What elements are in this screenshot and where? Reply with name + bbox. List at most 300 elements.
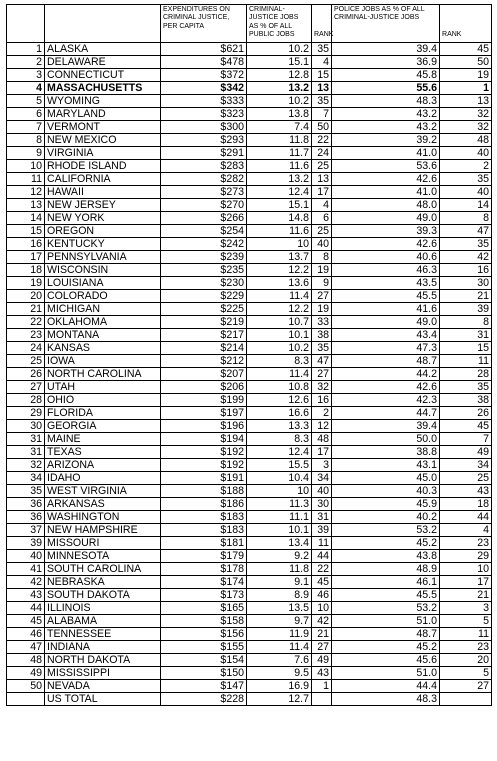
cj-rank: 38 bbox=[312, 329, 332, 342]
expenditure-per-capita: $283 bbox=[161, 160, 247, 173]
state-name: MINNESOTA bbox=[45, 550, 161, 563]
police-rank: 40 bbox=[440, 147, 492, 160]
cj-rank: 34 bbox=[312, 472, 332, 485]
state-name: HAWAII bbox=[45, 186, 161, 199]
state-name: KANSAS bbox=[45, 342, 161, 355]
state-name: MISSOURI bbox=[45, 537, 161, 550]
table-row bbox=[7, 238, 492, 251]
police-jobs-percent: 48.7 bbox=[332, 628, 440, 641]
police-rank: 17 bbox=[440, 576, 492, 589]
cj-rank: 27 bbox=[312, 641, 332, 654]
police-jobs-percent: 41.0 bbox=[332, 147, 440, 160]
cj-jobs-percent: 11.3 bbox=[247, 498, 312, 511]
row-number: 19 bbox=[7, 277, 45, 290]
expenditure-per-capita: $235 bbox=[161, 264, 247, 277]
police-rank: 27 bbox=[440, 680, 492, 693]
cj-rank: 24 bbox=[312, 147, 332, 160]
state-name: RHODE ISLAND bbox=[45, 160, 161, 173]
state-name: WEST VIRGINIA bbox=[45, 485, 161, 498]
state-name: KENTUCKY bbox=[45, 238, 161, 251]
header-blank-number bbox=[7, 5, 45, 43]
total-label: US TOTAL bbox=[45, 693, 161, 706]
expenditure-per-capita: $183 bbox=[161, 511, 247, 524]
row-number: 47 bbox=[7, 641, 45, 654]
total-cj-jobs-percent: 12.7 bbox=[247, 693, 312, 706]
expenditure-per-capita: $282 bbox=[161, 173, 247, 186]
expenditure-per-capita: $291 bbox=[161, 147, 247, 160]
police-rank: 3 bbox=[440, 602, 492, 615]
cj-rank: 45 bbox=[312, 576, 332, 589]
cj-rank: 22 bbox=[312, 563, 332, 576]
state-name: LOUISIANA bbox=[45, 277, 161, 290]
row-number: 12 bbox=[7, 186, 45, 199]
expenditure-per-capita: $300 bbox=[161, 121, 247, 134]
cj-jobs-percent: 8.9 bbox=[247, 589, 312, 602]
row-number: 13 bbox=[7, 199, 45, 212]
police-rank: 39 bbox=[440, 303, 492, 316]
police-rank: 10 bbox=[440, 563, 492, 576]
row-number: 39 bbox=[7, 537, 45, 550]
cj-jobs-percent: 10.2 bbox=[247, 95, 312, 108]
cj-rank: 4 bbox=[312, 56, 332, 69]
police-jobs-percent: 39.4 bbox=[332, 43, 440, 56]
cj-rank: 43 bbox=[312, 667, 332, 680]
cj-rank: 44 bbox=[312, 550, 332, 563]
cj-jobs-percent: 12.2 bbox=[247, 303, 312, 316]
expenditure-per-capita: $229 bbox=[161, 290, 247, 303]
expenditure-per-capita: $219 bbox=[161, 316, 247, 329]
cj-rank: 35 bbox=[312, 43, 332, 56]
police-jobs-percent: 41.0 bbox=[332, 186, 440, 199]
total-number-blank bbox=[7, 693, 45, 706]
state-name: WASHINGTON bbox=[45, 511, 161, 524]
table-row bbox=[7, 199, 492, 212]
row-number: 18 bbox=[7, 264, 45, 277]
state-name: VERMONT bbox=[45, 121, 161, 134]
table-row bbox=[7, 446, 492, 459]
state-name: OHIO bbox=[45, 394, 161, 407]
police-jobs-percent: 49.0 bbox=[332, 316, 440, 329]
police-rank: 50 bbox=[440, 56, 492, 69]
police-rank: 25 bbox=[440, 472, 492, 485]
cj-jobs-percent: 10.1 bbox=[247, 329, 312, 342]
expenditure-per-capita: $154 bbox=[161, 654, 247, 667]
expenditure-per-capita: $158 bbox=[161, 615, 247, 628]
police-jobs-percent: 45.2 bbox=[332, 537, 440, 550]
cj-rank: 13 bbox=[312, 173, 332, 186]
row-number: 21 bbox=[7, 303, 45, 316]
police-jobs-percent: 49.0 bbox=[332, 212, 440, 225]
police-rank: 23 bbox=[440, 641, 492, 654]
police-jobs-percent: 53.2 bbox=[332, 524, 440, 537]
police-rank: 49 bbox=[440, 446, 492, 459]
state-name: NEW MEXICO bbox=[45, 134, 161, 147]
expenditure-per-capita: $150 bbox=[161, 667, 247, 680]
criminal-justice-table bbox=[6, 4, 492, 706]
expenditure-per-capita: $273 bbox=[161, 186, 247, 199]
table-row bbox=[7, 108, 492, 121]
expenditure-per-capita: $293 bbox=[161, 134, 247, 147]
header-police-rank: RANK bbox=[440, 5, 492, 43]
cj-rank: 13 bbox=[312, 82, 332, 95]
police-jobs-percent: 46.3 bbox=[332, 264, 440, 277]
police-jobs-percent: 40.2 bbox=[332, 511, 440, 524]
cj-jobs-percent: 13.2 bbox=[247, 173, 312, 186]
police-jobs-percent: 47.3 bbox=[332, 342, 440, 355]
state-name: GEORGIA bbox=[45, 420, 161, 433]
table-row bbox=[7, 550, 492, 563]
police-jobs-percent: 45.8 bbox=[332, 69, 440, 82]
row-number: 35 bbox=[7, 485, 45, 498]
police-jobs-percent: 43.2 bbox=[332, 108, 440, 121]
table-row bbox=[7, 407, 492, 420]
state-name: CONNECTICUT bbox=[45, 69, 161, 82]
state-name: MICHIGAN bbox=[45, 303, 161, 316]
cj-jobs-percent: 10.1 bbox=[247, 524, 312, 537]
row-number: 34 bbox=[7, 472, 45, 485]
expenditure-per-capita: $192 bbox=[161, 446, 247, 459]
police-jobs-percent: 36.9 bbox=[332, 56, 440, 69]
cj-jobs-percent: 13.6 bbox=[247, 277, 312, 290]
expenditure-per-capita: $212 bbox=[161, 355, 247, 368]
table-row bbox=[7, 420, 492, 433]
expenditure-per-capita: $214 bbox=[161, 342, 247, 355]
expenditure-per-capita: $478 bbox=[161, 56, 247, 69]
table-row bbox=[7, 576, 492, 589]
police-rank: 42 bbox=[440, 251, 492, 264]
cj-jobs-percent: 11.1 bbox=[247, 511, 312, 524]
row-number: 15 bbox=[7, 225, 45, 238]
cj-rank: 8 bbox=[312, 251, 332, 264]
state-name: CALIFORNIA bbox=[45, 173, 161, 186]
state-name: MARYLAND bbox=[45, 108, 161, 121]
police-jobs-percent: 45.9 bbox=[332, 498, 440, 511]
cj-jobs-percent: 15.1 bbox=[247, 56, 312, 69]
table-row bbox=[7, 225, 492, 238]
table-row bbox=[7, 680, 492, 693]
cj-rank: 50 bbox=[312, 121, 332, 134]
table-row bbox=[7, 472, 492, 485]
table-row bbox=[7, 563, 492, 576]
expenditure-per-capita: $156 bbox=[161, 628, 247, 641]
police-rank: 43 bbox=[440, 485, 492, 498]
cj-jobs-percent: 11.7 bbox=[247, 147, 312, 160]
table-row bbox=[7, 56, 492, 69]
row-number: 8 bbox=[7, 134, 45, 147]
cj-jobs-percent: 11.4 bbox=[247, 290, 312, 303]
cj-jobs-percent: 12.8 bbox=[247, 69, 312, 82]
table-row bbox=[7, 498, 492, 511]
table-row bbox=[7, 43, 492, 56]
table-row bbox=[7, 381, 492, 394]
state-name: MASSACHUSETTS bbox=[45, 82, 161, 95]
police-rank: 38 bbox=[440, 394, 492, 407]
table-row bbox=[7, 485, 492, 498]
table-row bbox=[7, 186, 492, 199]
police-jobs-percent: 46.1 bbox=[332, 576, 440, 589]
police-jobs-percent: 43.2 bbox=[332, 121, 440, 134]
expenditure-per-capita: $333 bbox=[161, 95, 247, 108]
police-jobs-percent: 45.0 bbox=[332, 472, 440, 485]
expenditure-per-capita: $173 bbox=[161, 589, 247, 602]
table-row bbox=[7, 394, 492, 407]
row-number: 45 bbox=[7, 615, 45, 628]
police-rank: 14 bbox=[440, 199, 492, 212]
cj-jobs-percent: 9.1 bbox=[247, 576, 312, 589]
table-row bbox=[7, 69, 492, 82]
police-rank: 32 bbox=[440, 121, 492, 134]
police-jobs-percent: 53.6 bbox=[332, 160, 440, 173]
expenditure-per-capita: $191 bbox=[161, 472, 247, 485]
state-name: NEVADA bbox=[45, 680, 161, 693]
police-rank: 5 bbox=[440, 667, 492, 680]
expenditure-per-capita: $194 bbox=[161, 433, 247, 446]
row-number: 10 bbox=[7, 160, 45, 173]
cj-rank: 9 bbox=[312, 277, 332, 290]
table-row bbox=[7, 290, 492, 303]
police-jobs-percent: 44.4 bbox=[332, 680, 440, 693]
police-rank: 8 bbox=[440, 316, 492, 329]
expenditure-per-capita: $179 bbox=[161, 550, 247, 563]
total-police-jobs-percent: 48.3 bbox=[332, 693, 440, 706]
cj-jobs-percent: 12.2 bbox=[247, 264, 312, 277]
table-row bbox=[7, 173, 492, 186]
cj-rank: 40 bbox=[312, 238, 332, 251]
expenditure-per-capita: $188 bbox=[161, 485, 247, 498]
police-rank: 32 bbox=[440, 108, 492, 121]
police-rank: 21 bbox=[440, 589, 492, 602]
police-jobs-percent: 48.0 bbox=[332, 199, 440, 212]
police-rank: 15 bbox=[440, 342, 492, 355]
cj-rank: 25 bbox=[312, 160, 332, 173]
table-row bbox=[7, 667, 492, 680]
state-name: NEW JERSEY bbox=[45, 199, 161, 212]
police-rank: 48 bbox=[440, 134, 492, 147]
row-number: 36 bbox=[7, 511, 45, 524]
police-rank: 35 bbox=[440, 381, 492, 394]
state-name: MAINE bbox=[45, 433, 161, 446]
row-number: 2 bbox=[7, 56, 45, 69]
police-rank: 7 bbox=[440, 433, 492, 446]
cj-rank: 42 bbox=[312, 615, 332, 628]
table-row bbox=[7, 342, 492, 355]
cj-rank: 21 bbox=[312, 628, 332, 641]
row-number: 43 bbox=[7, 589, 45, 602]
row-number: 36 bbox=[7, 498, 45, 511]
cj-jobs-percent: 13.7 bbox=[247, 251, 312, 264]
row-number: 40 bbox=[7, 550, 45, 563]
cj-jobs-percent: 15.5 bbox=[247, 459, 312, 472]
cj-rank: 33 bbox=[312, 316, 332, 329]
cj-jobs-percent: 13.5 bbox=[247, 602, 312, 615]
expenditure-per-capita: $178 bbox=[161, 563, 247, 576]
state-name: COLORADO bbox=[45, 290, 161, 303]
row-number: 46 bbox=[7, 628, 45, 641]
cj-rank: 46 bbox=[312, 589, 332, 602]
state-name: NEW HAMPSHIRE bbox=[45, 524, 161, 537]
state-name: WISCONSIN bbox=[45, 264, 161, 277]
state-name: NORTH CAROLINA bbox=[45, 368, 161, 381]
expenditure-per-capita: $239 bbox=[161, 251, 247, 264]
cj-jobs-percent: 8.3 bbox=[247, 433, 312, 446]
cj-jobs-percent: 13.2 bbox=[247, 82, 312, 95]
expenditure-per-capita: $270 bbox=[161, 199, 247, 212]
cj-rank: 2 bbox=[312, 407, 332, 420]
table-row bbox=[7, 602, 492, 615]
police-rank: 35 bbox=[440, 238, 492, 251]
row-number: 31 bbox=[7, 433, 45, 446]
police-rank: 44 bbox=[440, 511, 492, 524]
cj-rank: 22 bbox=[312, 134, 332, 147]
row-number: 7 bbox=[7, 121, 45, 134]
cj-rank: 49 bbox=[312, 654, 332, 667]
state-name: SOUTH DAKOTA bbox=[45, 589, 161, 602]
police-rank: 47 bbox=[440, 225, 492, 238]
row-number: 23 bbox=[7, 329, 45, 342]
cj-rank: 32 bbox=[312, 381, 332, 394]
table-row bbox=[7, 264, 492, 277]
police-rank: 26 bbox=[440, 407, 492, 420]
police-jobs-percent: 45.2 bbox=[332, 641, 440, 654]
state-name: NEW YORK bbox=[45, 212, 161, 225]
row-number: 27 bbox=[7, 381, 45, 394]
cj-rank: 27 bbox=[312, 368, 332, 381]
police-jobs-percent: 51.0 bbox=[332, 667, 440, 680]
police-rank: 23 bbox=[440, 537, 492, 550]
cj-rank: 19 bbox=[312, 264, 332, 277]
cj-rank: 10 bbox=[312, 602, 332, 615]
row-number: 1 bbox=[7, 43, 45, 56]
police-jobs-percent: 38.8 bbox=[332, 446, 440, 459]
state-name: FLORIDA bbox=[45, 407, 161, 420]
table-row bbox=[7, 355, 492, 368]
cj-rank: 48 bbox=[312, 433, 332, 446]
cj-jobs-percent: 14.8 bbox=[247, 212, 312, 225]
row-number: 5 bbox=[7, 95, 45, 108]
police-jobs-percent: 40.6 bbox=[332, 251, 440, 264]
police-rank: 1 bbox=[440, 82, 492, 95]
cj-jobs-percent: 10.2 bbox=[247, 342, 312, 355]
row-number: 22 bbox=[7, 316, 45, 329]
cj-rank: 4 bbox=[312, 199, 332, 212]
cj-rank: 17 bbox=[312, 186, 332, 199]
table-row bbox=[7, 160, 492, 173]
expenditure-per-capita: $206 bbox=[161, 381, 247, 394]
cj-jobs-percent: 7.6 bbox=[247, 654, 312, 667]
cj-rank: 25 bbox=[312, 225, 332, 238]
row-number: 25 bbox=[7, 355, 45, 368]
cj-rank: 31 bbox=[312, 511, 332, 524]
table-row bbox=[7, 329, 492, 342]
state-name: MONTANA bbox=[45, 329, 161, 342]
police-jobs-percent: 43.5 bbox=[332, 277, 440, 290]
row-number: 48 bbox=[7, 654, 45, 667]
row-number: 9 bbox=[7, 147, 45, 160]
table-row bbox=[7, 628, 492, 641]
police-jobs-percent: 42.6 bbox=[332, 381, 440, 394]
police-jobs-percent: 42.3 bbox=[332, 394, 440, 407]
cj-rank: 1 bbox=[312, 680, 332, 693]
table-row bbox=[7, 524, 492, 537]
police-rank: 19 bbox=[440, 69, 492, 82]
police-jobs-percent: 41.6 bbox=[332, 303, 440, 316]
police-jobs-percent: 42.6 bbox=[332, 238, 440, 251]
table-row bbox=[7, 537, 492, 550]
table-row bbox=[7, 212, 492, 225]
state-name: NORTH DAKOTA bbox=[45, 654, 161, 667]
state-name: WYOMING bbox=[45, 95, 161, 108]
police-jobs-percent: 39.3 bbox=[332, 225, 440, 238]
total-police-rank-blank bbox=[440, 693, 492, 706]
table-row bbox=[7, 95, 492, 108]
state-name: TEXAS bbox=[45, 446, 161, 459]
row-number: 24 bbox=[7, 342, 45, 355]
expenditure-per-capita: $197 bbox=[161, 407, 247, 420]
cj-rank: 39 bbox=[312, 524, 332, 537]
total-expenditure: $228 bbox=[161, 693, 247, 706]
cj-jobs-percent: 10.8 bbox=[247, 381, 312, 394]
row-number: 29 bbox=[7, 407, 45, 420]
state-name: UTAH bbox=[45, 381, 161, 394]
table-row bbox=[7, 277, 492, 290]
state-name: MISSISSIPPI bbox=[45, 667, 161, 680]
expenditure-per-capita: $196 bbox=[161, 420, 247, 433]
header-police-jobs: POLICE JOBS AS % OF ALL CRIMINAL-JUSTICE JOBS bbox=[332, 5, 440, 43]
cj-jobs-percent: 10 bbox=[247, 238, 312, 251]
table-row bbox=[7, 147, 492, 160]
expenditure-per-capita: $181 bbox=[161, 537, 247, 550]
table-row bbox=[7, 368, 492, 381]
table-row bbox=[7, 251, 492, 264]
row-number: 26 bbox=[7, 368, 45, 381]
row-number: 28 bbox=[7, 394, 45, 407]
cj-rank: 11 bbox=[312, 537, 332, 550]
police-rank: 45 bbox=[440, 43, 492, 56]
expenditure-per-capita: $147 bbox=[161, 680, 247, 693]
police-jobs-percent: 48.9 bbox=[332, 563, 440, 576]
police-rank: 13 bbox=[440, 95, 492, 108]
police-jobs-percent: 40.3 bbox=[332, 485, 440, 498]
state-name: PENNSYLVANIA bbox=[45, 251, 161, 264]
cj-jobs-percent: 9.5 bbox=[247, 667, 312, 680]
expenditure-per-capita: $186 bbox=[161, 498, 247, 511]
cj-jobs-percent: 10 bbox=[247, 485, 312, 498]
row-number: 11 bbox=[7, 173, 45, 186]
row-number: 4 bbox=[7, 82, 45, 95]
row-number: 50 bbox=[7, 680, 45, 693]
table-row bbox=[7, 511, 492, 524]
row-number: 32 bbox=[7, 459, 45, 472]
cj-jobs-percent: 11.6 bbox=[247, 225, 312, 238]
expenditure-per-capita: $621 bbox=[161, 43, 247, 56]
cj-rank: 3 bbox=[312, 459, 332, 472]
police-rank: 30 bbox=[440, 277, 492, 290]
police-jobs-percent: 43.8 bbox=[332, 550, 440, 563]
expenditure-per-capita: $217 bbox=[161, 329, 247, 342]
cj-jobs-percent: 10.2 bbox=[247, 43, 312, 56]
cj-rank: 19 bbox=[312, 303, 332, 316]
header-cj-jobs: CRIMINAL-JUSTICE JOBS AS % OF ALL PUBLIC JOBS bbox=[247, 5, 312, 43]
table-row bbox=[7, 615, 492, 628]
cj-rank: 6 bbox=[312, 212, 332, 225]
header-blank-state bbox=[45, 5, 161, 43]
police-jobs-percent: 44.7 bbox=[332, 407, 440, 420]
police-rank: 20 bbox=[440, 654, 492, 667]
state-name: NEBRASKA bbox=[45, 576, 161, 589]
police-rank: 29 bbox=[440, 550, 492, 563]
state-name: ARIZONA bbox=[45, 459, 161, 472]
state-name: TENNESSEE bbox=[45, 628, 161, 641]
